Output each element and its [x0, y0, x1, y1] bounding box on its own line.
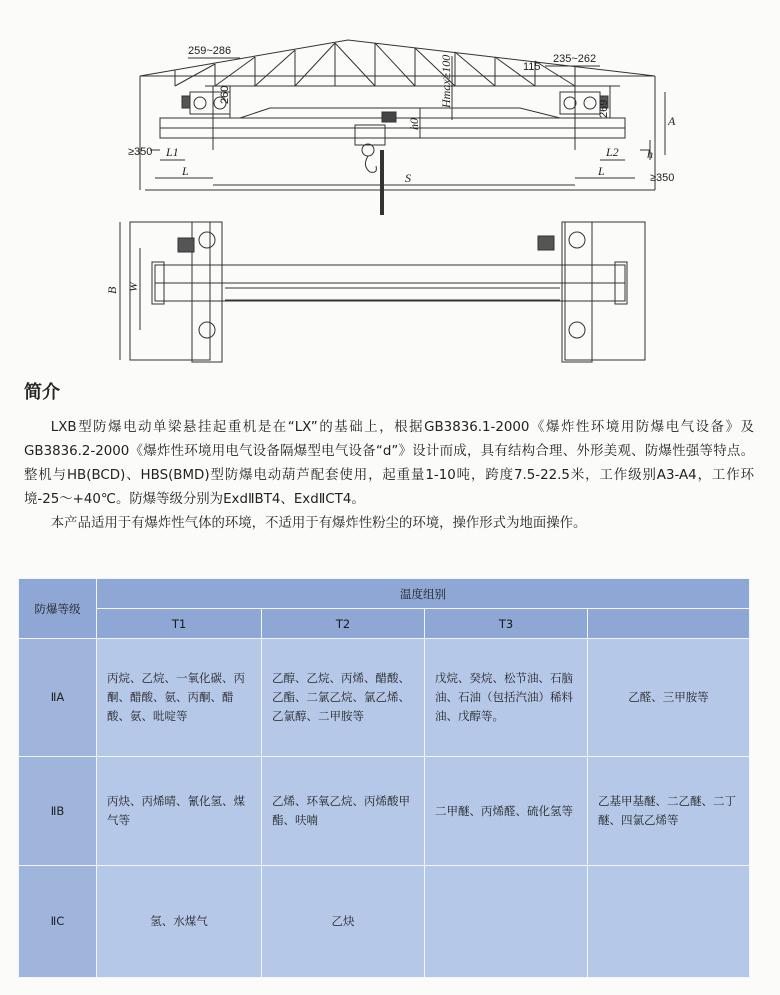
grade-cell: ⅡA: [19, 639, 97, 757]
grade-cell: ⅡB: [19, 757, 97, 865]
header-t3: T3: [425, 609, 588, 639]
table-cell: 乙烯、环氧乙烷、丙烯酸甲酯、呋喃: [262, 757, 425, 865]
dim-top-left: 259~286: [188, 45, 232, 57]
header-grade: 防爆等级: [19, 579, 97, 639]
table-cell: 乙基甲基醚、二乙醚、二丁醚、四氯乙烯等: [588, 757, 750, 865]
dim-L-left: L: [182, 164, 189, 178]
table-cell: 二甲醚、丙烯醛、硫化氢等: [425, 757, 588, 865]
header-t1: T1: [97, 609, 262, 639]
table-cell: 丙炔、丙烯晴、氰化氢、煤气等: [97, 757, 262, 865]
table-cell: 乙醛、三甲胺等: [588, 639, 750, 757]
dim-115: 115: [523, 61, 541, 73]
dim-350-right: ≥350: [650, 172, 675, 184]
dim-W: W: [126, 282, 140, 292]
crane-drawing: [0, 0, 780, 375]
dim-350-left: ≥350: [128, 146, 153, 158]
table-row: [19, 865, 750, 977]
table-cell: [425, 865, 588, 977]
dim-hmax: Hmax≥100: [439, 54, 453, 108]
dim-top-right: 235~262: [553, 53, 597, 65]
dim-A: A: [668, 114, 676, 128]
dim-260: 260: [219, 85, 231, 104]
dim-B: B: [105, 286, 119, 294]
table-cell: 丙烷、乙烷、一氧化碳、丙酮、醋酸、氨、丙酮、醋酸、氨、吡啶等: [97, 639, 262, 757]
intro-paragraph-1: LXB型防爆电动单梁悬挂起重机是在“LX”的基础上，根据GB3836.1-2000《爆炸性环境用防爆电气设备》及GB3836.2-2000《爆炸性环境用电气设备隔爆型电气设备“d”》设计而成，具有结构合理、外形美观、防爆性强等特点。整机与HB(BCD)、HBS(BMD)型防爆电动葫芦配套使用，起重量1-10吨，跨度7.5-22.5米，工作级别A3-A4，工作环境-25～+40℃。防爆等级分别为ExdⅡBT4、ExdⅡCT4。: [24, 420, 755, 507]
dim-S: S: [405, 171, 411, 185]
grade-cell: ⅡC: [19, 865, 97, 977]
table-row: [19, 757, 750, 865]
dim-269: 269: [598, 99, 610, 118]
dim-L1: L1: [166, 145, 179, 159]
dim-L-right: L: [598, 164, 605, 178]
header-t4: [588, 609, 750, 639]
electric-hoist: [355, 112, 396, 215]
section-heading: 简介: [24, 382, 60, 403]
intro-paragraph-2: 本产品适用于有爆炸性气体的环境，不适用于有爆炸性粉尘的环境，操作形式为地面操作。: [50, 516, 587, 531]
table-row: [19, 639, 750, 757]
header-t2: T2: [262, 609, 425, 639]
plan-view: [120, 222, 645, 362]
table-cell: 乙炔: [262, 865, 425, 977]
table-cell: [588, 865, 750, 977]
dim-h: h: [647, 147, 653, 161]
dim-h0: h0: [407, 118, 421, 130]
table-cell: 乙醇、乙烷、丙烯、醋酸、乙酯、二氯乙烷、氯乙烯、乙氯醇、二甲胺等: [262, 639, 425, 757]
header-temperature: 温度组别: [97, 579, 750, 609]
explosion-grade-table: [18, 578, 750, 978]
dim-L2: L2: [606, 145, 619, 159]
intro-text: [24, 416, 754, 536]
table-cell: 氢、水煤气: [97, 865, 262, 977]
table-cell: 戊烷、癸烷、松节油、石脑油、石油（包括汽油）稀料油、戊醇等。: [425, 639, 588, 757]
